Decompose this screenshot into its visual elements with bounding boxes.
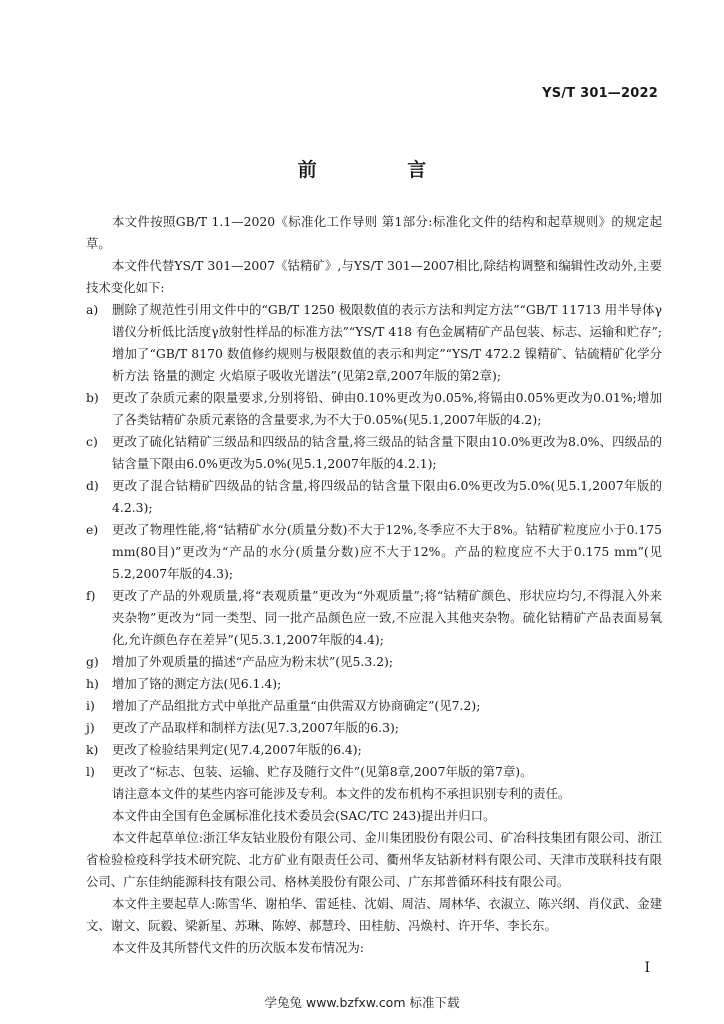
list-item-text: 更改了检验结果判定(见7.4,2007年版的6.4); <box>112 742 362 757</box>
proposer-paragraph: 本文件由全国有色金属标准化技术委员会(SAC/TC 243)提出并归口。 <box>112 808 496 823</box>
history-paragraph: 本文件及其所替代文件的历次版本发布情况为: <box>112 940 364 955</box>
intro-paragraph: 本文件按照GB/T 1.1—2020《标准化工作导则 第1部分:标准化文件的结构和起草规则》的规定起草。 <box>86 214 662 251</box>
list-item <box>86 761 662 783</box>
list-item-text: 增加了产品组批方式中单批产品重量“由供需双方协商确定”(见7.2); <box>112 698 481 713</box>
list-item-text: 增加了外观质量的描述“产品应为粉末状”(见5.3.2); <box>112 654 394 669</box>
list-item-label: c) <box>86 434 98 449</box>
list-item-text: 更改了硫化钴精矿三级品和四级品的钴含量,将三级品的钴含量下限由10.0%更改为8.0%、四级品的钴含量下限由6.0%更改为5.0%(见5.1,2007年版的4.2.1); <box>112 434 662 471</box>
list-item-text: 增加了铬的测定方法(见6.1.4); <box>112 676 282 691</box>
watermark-text: 学兔兔 www.bzfxw.com 标准下载 <box>264 995 460 1010</box>
list-item-label: l) <box>86 764 95 779</box>
patent-notice: 请注意本文件的某些内容可能涉及专利。本文件的发布机构不承担识别专利的责任。 <box>112 786 571 801</box>
page-number: I <box>644 960 650 976</box>
list-item-label: a) <box>86 302 99 317</box>
list-item-text: 更改了杂质元素的限量要求,分别将铅、砷由0.10%更改为0.05%,将镉由0.05%更改为0.01%;增加了各类钴精矿杂质元素铬的含量要求,为不大于0.05%(见5.1,2007年版的4.2); <box>112 390 662 427</box>
list-item-label: b) <box>86 390 99 405</box>
list-item <box>86 651 662 673</box>
list-item-label: h) <box>86 676 99 691</box>
list-item <box>86 387 662 431</box>
intro-paragraph: 本文件代替YS/T 301—2007《钴精矿》,与YS/T 301—2007相比,除结构调整和编辑性改动外,主要技术变化如下: <box>86 258 662 295</box>
list-item-text: 更改了混合钴精矿四级品的钴含量,将四级品的钴含量下限由6.0%更改为5.0%(见5.1,2007年版的4.2.3); <box>112 478 662 515</box>
list-item <box>86 519 662 585</box>
changes-list <box>86 299 662 783</box>
list-item-label: e) <box>86 522 99 537</box>
list-item-label: j) <box>86 720 95 735</box>
drafting-units-paragraph: 本文件起草单位:浙江华友钴业股份有限公司、金川集团股份有限公司、矿冶科技集团有限公司、浙江省检验检疫科学技术研究院、北方矿业有限责任公司、衢州华友钴新材料有限公司、天津市茂联科技有限公司、广东佳纳能源科技有限公司、格林美股份有限公司、广东邦普循环科技有限公司。 <box>86 830 662 889</box>
list-item <box>86 739 662 761</box>
list-item-label: d) <box>86 478 99 493</box>
list-item-text: 更改了物理性能,将“钴精矿水分(质量分数)不大于12%,冬季应不大于8%。钴精矿粒度应小于0.175 mm(80目)”更改为“产品的水分(质量分数)应不大于12%。产品的粒度应不大于0.175 mm”(见5.2,2007年版的4.3); <box>112 522 662 581</box>
list-item-label: k) <box>86 742 99 757</box>
list-item-text: 更改了产品取样和制样方法(见7.3,2007年版的6.3); <box>112 720 399 735</box>
list-item-text: 更改了“标志、包装、运输、贮存及随行文件”(见第8章,2007年版的第7章)。 <box>112 764 533 779</box>
list-item-text: 删除了规范性引用文件中的“GB/T 1250 极限数值的表示方法和判定方法”“GB/T 11713 用半导体γ谱仪分析低比活度γ放射性样品的标准方法”“YS/T 418 有色金属精矿产品包装、标志、运输和贮存”;增加了“GB/T 8170 数值修约规则与极限数值的表示和判定”“YS/T 472.2 镍精矿、钴硫精矿化学分析方法 铬量的测定 火焰原子吸收光谱法”(见第2章,2007年版的第2章); <box>112 302 662 383</box>
list-item-label: g) <box>86 654 99 669</box>
foreword-body <box>86 211 662 959</box>
page-title: 前 言 <box>297 159 469 181</box>
standard-number: YS/T 301—2022 <box>542 86 658 101</box>
list-item <box>86 431 662 475</box>
drafters-paragraph: 本文件主要起草人:陈雪华、谢柏华、雷延桂、沈娟、周洁、周林华、衣淑立、陈兴纲、肖仪武、金建文、谢文、阮毅、梁新星、苏琳、陈婷、郝慧玲、田桂舫、冯焕村、许开华、李长东。 <box>86 896 662 933</box>
list-item-label: i) <box>86 698 95 713</box>
list-item <box>86 585 662 651</box>
list-item <box>86 673 662 695</box>
list-item-text: 更改了产品的外观质量,将“表观质量”更改为“外观质量”;将“钴精矿颜色、形状应均匀,不得混入外来夹杂物”更改为“同一类型、同一批产品颜色应一致,不应混入其他夹杂物。硫化钴精矿产品表面易氧化,允许颜色存在差异”(见5.3.1,2007年版的4.4); <box>112 588 662 647</box>
list-item <box>86 717 662 739</box>
list-item-label: f) <box>86 588 96 603</box>
list-item <box>86 299 662 387</box>
list-item <box>86 695 662 717</box>
list-item <box>86 475 662 519</box>
